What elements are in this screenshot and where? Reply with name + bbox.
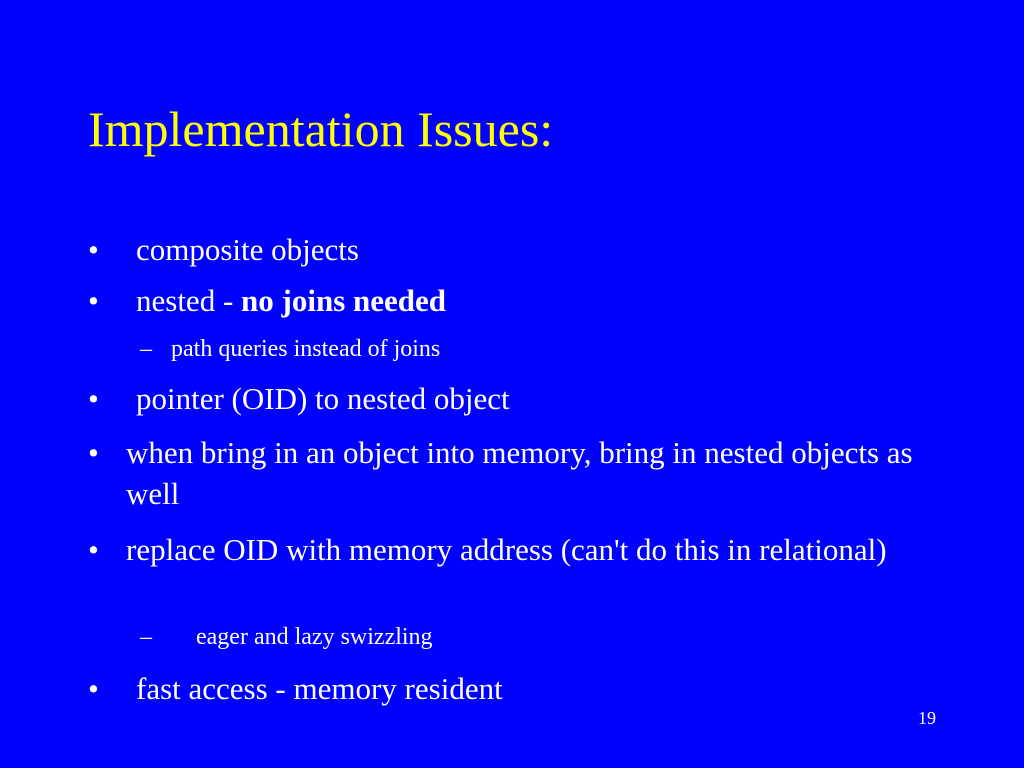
bullet-marker: • (88, 671, 99, 706)
bullet-text-plain: nested - (136, 283, 242, 318)
bullet-marker: • (88, 381, 99, 416)
bullet-nested (88, 280, 938, 321)
bullet-text-bold: no joins needed (241, 283, 447, 318)
bullet-marker: • (88, 532, 99, 567)
bullet-text: fast access - memory resident (136, 671, 503, 706)
slide-title: Implementation Issues: (88, 101, 554, 157)
page-number: 19 (918, 708, 936, 728)
bullet-text: when bring in an object into memory, bring in nested objects as well (126, 435, 913, 511)
bullet-marker: • (88, 435, 99, 470)
bullet-bring-in-memory (88, 432, 948, 514)
subbullet-text: eager and lazy swizzling (196, 624, 433, 650)
bullet-text: pointer (OID) to nested object (136, 381, 510, 416)
bullet-replace-oid (88, 529, 948, 570)
bullet-text: composite objects (136, 232, 359, 267)
bullet-text (88, 280, 938, 321)
bullet-marker: • (88, 232, 99, 267)
bullet-fast-access (88, 668, 938, 709)
bullet-composite-objects (88, 229, 938, 270)
dash-marker: – (140, 624, 152, 650)
bullet-pointer-oid (88, 378, 938, 419)
subbullet-path-queries (140, 334, 920, 364)
bullet-text: replace OID with memory address (can't do this in relational) (126, 532, 887, 567)
subbullet-text: path queries instead of joins (171, 336, 441, 362)
bullet-marker: • (88, 283, 99, 318)
subbullet-swizzling (140, 622, 920, 652)
dash-marker: – (140, 336, 152, 362)
